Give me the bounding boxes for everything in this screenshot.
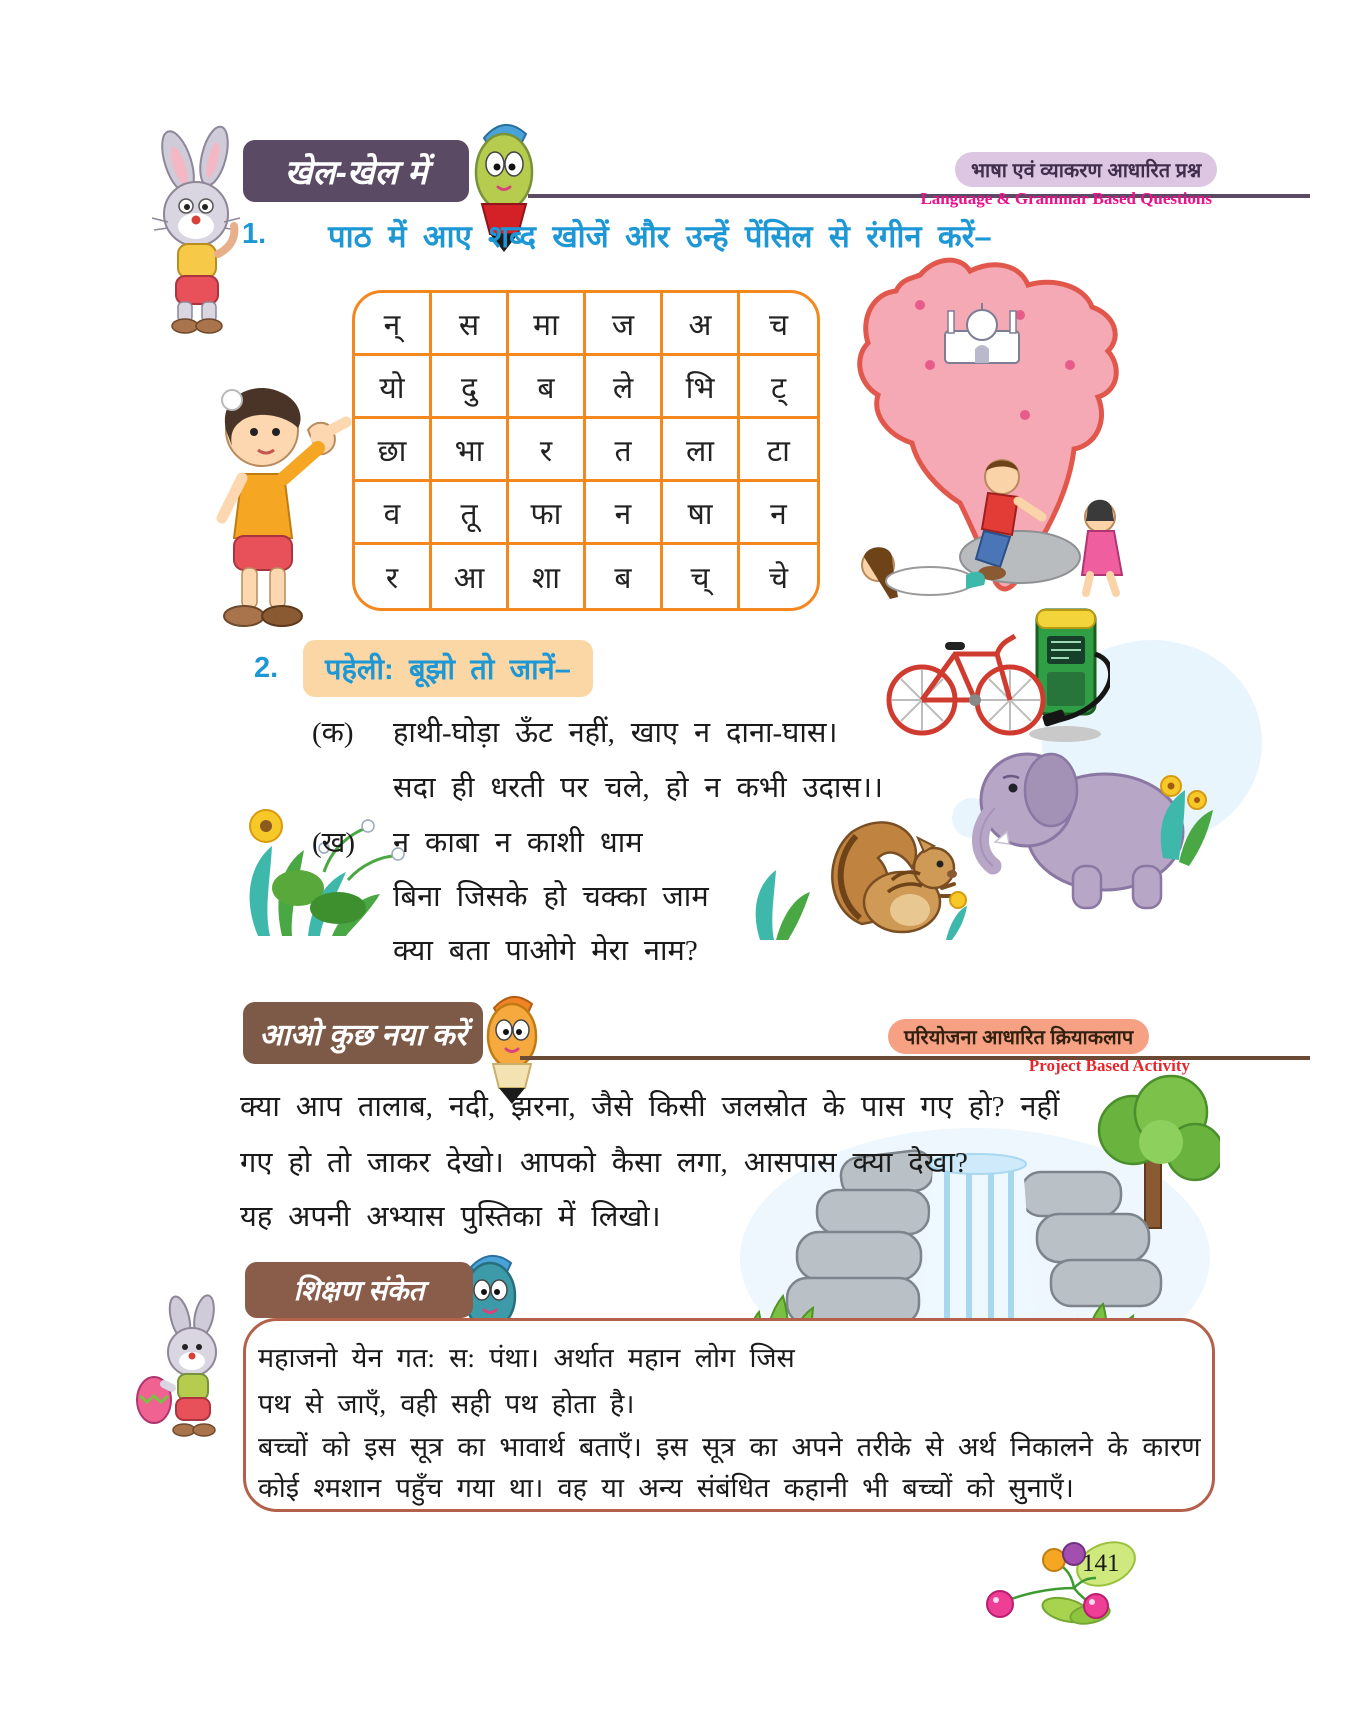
- grid-cell[interactable]: आ: [432, 545, 509, 608]
- grid-cell[interactable]: ज: [586, 293, 663, 356]
- section-title-activity-label: आओ कुछ नया करें: [259, 1018, 467, 1052]
- question-2-heading-box: [303, 640, 593, 697]
- question-2-number: 2.: [254, 652, 279, 684]
- language-grammar-badge: भाषा एवं व्याकरण आधारित प्रश्न: [955, 152, 1217, 187]
- elephant-icon: [935, 690, 1215, 915]
- grid-cell[interactable]: न: [586, 482, 663, 545]
- activity-line3: यह अपनी अभ्यास पुस्तिका में लिखो।: [240, 1201, 661, 1233]
- riddle-b-line2: बिना जिसके हो चक्का जाम: [393, 881, 709, 913]
- grid-cell[interactable]: तू: [432, 482, 509, 545]
- riddle-a-line2: सदा ही धरती पर चले, हो न कभी उदास।।: [393, 772, 883, 804]
- question-2-heading: पहेली: बूझो तो जानें–: [325, 654, 571, 686]
- girl-pointing-icon: [188, 378, 360, 630]
- grid-cell[interactable]: चे: [768, 562, 789, 595]
- activity-line2: गए हो तो जाकर देखो। आपको कैसा लगा, आसपास क्या देखा?: [240, 1147, 968, 1179]
- grid-cell[interactable]: टा: [740, 419, 817, 482]
- section-title-teaching-label: शिक्षण संकेत: [293, 1275, 425, 1306]
- grid-cell[interactable]: यो: [355, 356, 432, 419]
- rabbit-with-egg-icon: [128, 1292, 248, 1442]
- grid-cell[interactable]: न्: [355, 293, 432, 356]
- section-title-khel: [243, 140, 469, 202]
- project-activity-badge: परियोजना आधारित क्रियाकलाप: [888, 1019, 1149, 1054]
- grid-cell[interactable]: र: [509, 419, 586, 482]
- grid-cell[interactable]: स: [432, 293, 509, 356]
- grid-cell[interactable]: भा: [432, 419, 509, 482]
- grid-cell[interactable]: भि: [663, 356, 740, 419]
- section-title-khel-label: खेल-खेल में: [284, 154, 428, 192]
- grid-cell[interactable]: शा: [509, 545, 586, 608]
- page-number: 141: [1082, 1550, 1120, 1577]
- grid-cell[interactable]: मा: [509, 293, 586, 356]
- riddle-a-label: (क): [312, 717, 354, 749]
- grid-cell[interactable]: व: [355, 482, 432, 545]
- project-activity-badge-english: Project Based Activity: [1028, 1056, 1190, 1075]
- grid-cell[interactable]: त: [586, 419, 663, 482]
- grid-cell[interactable]: छा: [355, 419, 432, 482]
- india-map-kids-icon: [770, 245, 1220, 635]
- grid-cell[interactable]: ब: [509, 356, 586, 419]
- teaching-line4: कोई श्मशान पहुँच गया था। वह या अन्य संबंधित कहानी भी बच्चों को सुनाएँ।: [258, 1473, 1074, 1503]
- riddle-a-line1: हाथी-घोड़ा ऊँट नहीं, खाए न दाना-घास।: [393, 717, 838, 749]
- grid-cell[interactable]: फा: [509, 482, 586, 545]
- section-title-teaching: [245, 1262, 473, 1318]
- riddle-b-label: (ख): [312, 827, 356, 859]
- riddle-b-line1: न काबा न काशी धाम: [393, 827, 643, 859]
- flower-plants-icon: [228, 788, 423, 938]
- question-1-prompt: पाठ में आए शब्द खोजें और उन्हें पेंसिल से रंगीन करें–: [328, 219, 992, 254]
- question-1-number: 1.: [242, 218, 267, 250]
- grid-cell[interactable]: ब: [586, 545, 663, 608]
- grid-cell[interactable]: न: [740, 482, 817, 545]
- grid-cell[interactable]: षा: [663, 482, 740, 545]
- section-title-activity: [243, 1002, 483, 1064]
- teaching-line1: महाजनो येन गत: स: पंथा। अर्थात महान लोग जिस: [258, 1343, 795, 1373]
- grid-cell[interactable]: अ: [663, 293, 740, 356]
- grid-cell[interactable]: र: [355, 545, 432, 608]
- language-grammar-badge-english: Language & Grammar Based Questions: [920, 189, 1212, 208]
- grid-cell[interactable]: ले: [586, 356, 663, 419]
- teaching-line2: पथ से जाएँ, वही सही पथ होता है।: [258, 1389, 635, 1419]
- grid-cell[interactable]: ला: [663, 419, 740, 482]
- grid-cell[interactable]: च: [740, 293, 817, 356]
- grid-cell[interactable]: ट्: [740, 356, 817, 419]
- riddle-b-line3: क्या बता पाओगे मेरा नाम?: [393, 935, 698, 967]
- activity-line1: क्या आप तालाब, नदी, झरना, जैसे किसी जलस्रोत के पास गए हो? नहीं: [240, 1091, 1060, 1123]
- grid-cell[interactable]: दु: [432, 356, 509, 419]
- word-search-grid: [352, 290, 820, 611]
- grid-cell[interactable]: च्: [663, 545, 740, 608]
- teaching-line3: बच्चों को इस सूत्र का भावार्थ बताएँ। इस सूत्र का अपने तरीके से अर्थ निकालने के कारण: [258, 1432, 1201, 1462]
- squirrel-icon: [742, 812, 967, 942]
- rabbit-mascot-icon: [148, 122, 252, 334]
